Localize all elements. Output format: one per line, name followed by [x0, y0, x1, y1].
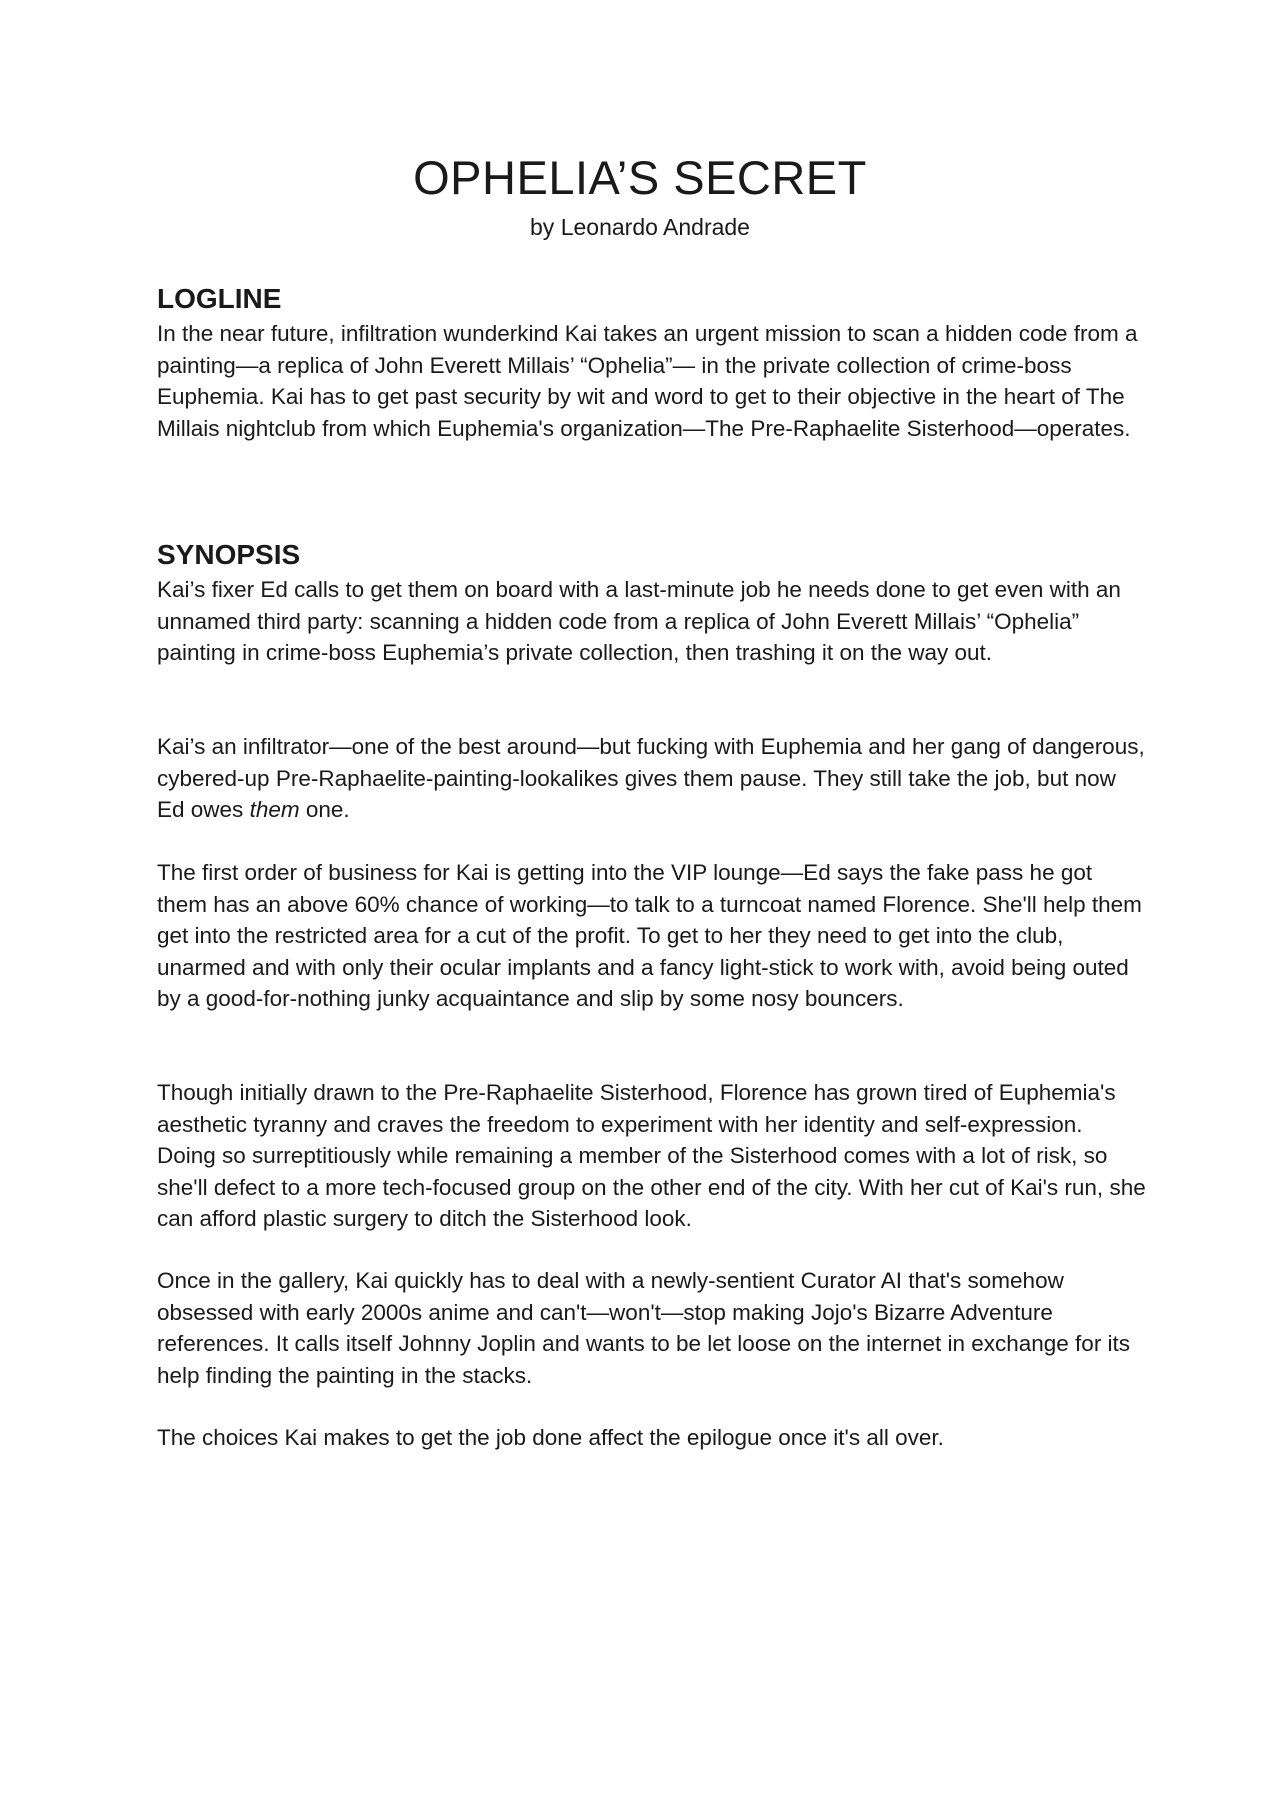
synopsis-paragraph-6 [157, 1422, 1147, 1454]
emphasis-text: them [249, 797, 300, 822]
synopsis-text-4: Though initially drawn to the Pre-Raphaelite Sisterhood, Florence has grown tired of Euphemia's aesthetic tyranny and craves the freedom to experiment with her identity and self-expression. Doing so surreptitiously while remaining a member of the Sisterhood comes with a lot of risk, so she'll defect to a more tech-focused group on the other end of the city. With her cut of Kai's run, she can afford plastic surgery to ditch the Sisterhood look. [157, 1080, 1146, 1231]
synopsis-text-2-start: Kai’s an infiltrator—one of the best around—but fucking with Euphemia and her gang of dangerous, cybered-up Pre-Raphaelite-painting-lookalikes gives them pause. They still take the job, but now Ed owes [157, 734, 1145, 822]
logline-heading: LOGLINE [157, 283, 282, 314]
logline-section [157, 318, 1147, 444]
synopsis-heading: SYNOPSIS [157, 539, 301, 570]
synopsis-text-5: Once in the gallery, Kai quickly has to deal with a newly-sentient Curator AI that's somehow obsessed with early 2000s anime and can't—won't—stop making Jojo's Bizarre Adventure references. It calls itself Johnny Joplin and wants to be let loose on the internet in exchange for its help finding the painting in the stacks. [157, 1268, 1131, 1388]
author-byline: by Leonardo Andrade [530, 214, 750, 240]
document-title: OPHELIA’S SECRET [413, 151, 867, 204]
synopsis-text-2 [157, 731, 1147, 826]
synopsis-paragraph-1 [157, 574, 1147, 669]
synopsis-paragraph-3 [157, 857, 1147, 1015]
synopsis-text-1: Kai’s fixer Ed calls to get them on board with a last-minute job he needs done to get even with an unnamed third party: scanning a hidden code from a replica of John Everett Millais’ “Ophelia” painting in crime-boss Euphemia’s private collection, then trashing it on the way out. [157, 577, 1121, 665]
synopsis-text-3: The first order of business for Kai is getting into the VIP lounge—Ed says the fake pass he got them has an above 60% chance of working—to talk to a turncoat named Florence. She'll help them get into the restricted area for a cut of the profit. To get to her they need to get into the club, unarmed and with only their ocular implants and a fancy light-stick to work with, avoid being outed by a good-for-nothing junky acquaintance and slip by some nosy bouncers. [157, 860, 1142, 1011]
synopsis-paragraph-2 [157, 731, 1147, 826]
logline-text: In the near future, infiltration wunderkind Kai takes an urgent mission to scan a hidden code from a painting—a replica of John Everett Millais’ “Ophelia”— in the private collection of crime-boss Euphemia. Kai has to get past security by wit and word to get to their objective in the heart of The Millais nightclub from which Euphemia's organization—The Pre-Raphaelite Sisterhood—operates. [157, 321, 1138, 441]
synopsis-paragraph-4 [157, 1077, 1147, 1235]
synopsis-paragraph-5 [157, 1265, 1147, 1391]
synopsis-text-6: The choices Kai makes to get the job done affect the epilogue once it's all over. [157, 1425, 944, 1450]
synopsis-text-2-end: one. [299, 797, 350, 822]
